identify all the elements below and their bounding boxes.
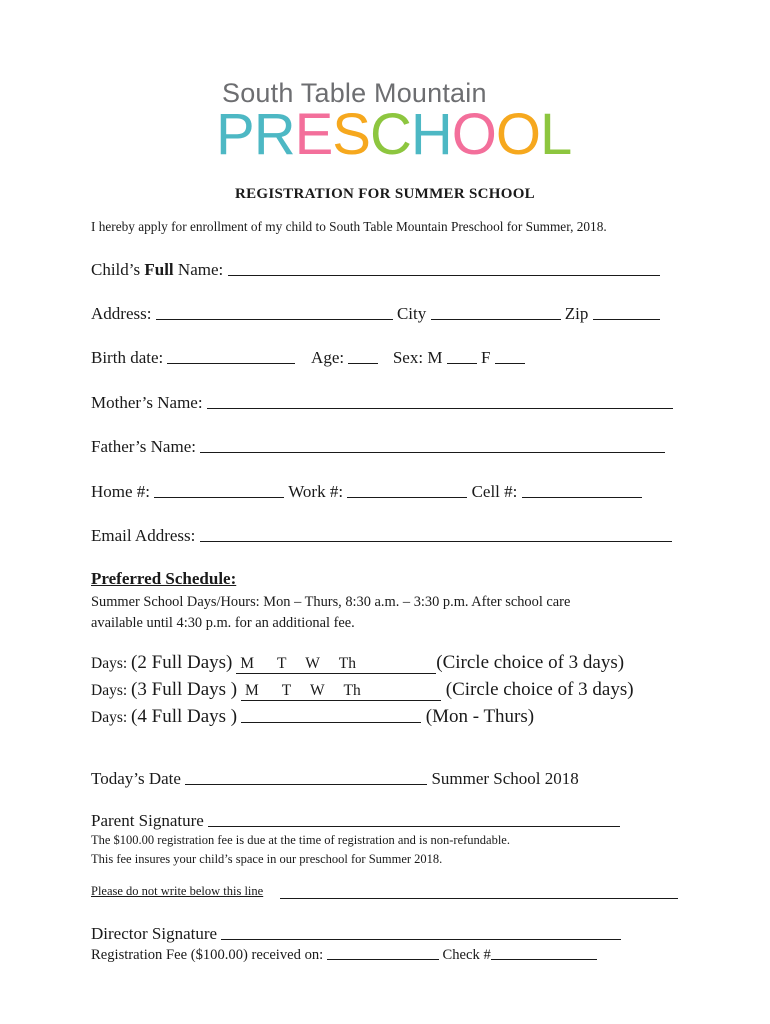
birth-row [91,347,525,368]
option-4-note: (Mon - Thurs) [421,706,535,727]
mother-name-label: Mother’s Name: [91,393,203,412]
todays-date-row [91,768,579,789]
director-signature-field[interactable] [221,923,621,940]
intro-text: I hereby apply for enrollment of my child to South Table Mountain Preschool for Summer, 2018. [91,219,607,234]
cell-phone-label: Cell #: [471,482,518,501]
child-name-row [91,259,660,280]
option-4-field[interactable] [241,706,421,723]
father-name-label: Father’s Name: [91,437,196,456]
parent-signature-row [91,810,620,831]
child-name-label-a: Child’s [91,260,145,279]
email-label: Email Address: [91,526,196,545]
parent-signature-label: Parent Signature [91,811,204,830]
email-row [91,525,672,546]
option-2-full-days: (2 Full Days) [131,652,233,673]
days-label: Days: [91,655,128,672]
birth-date-label: Birth date: [91,348,164,367]
days-option-4 [91,706,534,728]
age-field[interactable] [348,347,378,364]
birth-date-field[interactable] [167,347,295,364]
home-phone-field[interactable] [154,481,284,498]
fee-note-line2: This fee insures your child’s space in our preschool for Summer 2018. [91,852,443,866]
fee-received-date-field[interactable] [327,945,439,960]
cell-phone-field[interactable] [522,481,642,498]
todays-date-field[interactable] [185,768,427,785]
age-label: Age: [311,348,345,367]
logo-letter: P [216,102,254,167]
days-option-2 [91,652,624,674]
address-field[interactable] [156,303,393,320]
email-field[interactable] [200,525,672,542]
registration-fee-label: Registration Fee ($100.00) received on: [91,947,324,963]
address-label: Address: [91,304,152,323]
logo-letter: O [451,102,496,167]
child-name-field[interactable] [228,259,660,276]
logo-letter: C [369,102,411,167]
option-3-full-days: (3 Full Days ) [131,679,238,700]
do-not-write-note: Please do not write below this line [91,884,264,898]
sex-f-label: F [480,348,491,367]
option-2-day-choices[interactable]: M T W Th [236,655,436,674]
logo-preschool [216,102,572,167]
option-3-day-choices[interactable]: M T W Th [241,682,441,701]
work-phone-label: Work #: [288,482,344,501]
registration-fee-row [91,945,597,964]
city-label: City [396,304,427,323]
check-number-field[interactable] [491,945,597,960]
logo-letter: H [410,102,452,167]
office-use-divider [280,898,678,899]
schedule-hours-line2: available until 4:30 p.m. for an additional fee. [91,615,355,631]
mother-name-field[interactable] [207,392,673,409]
schedule-hours-line1: Summer School Days/Hours: Mon – Thurs, 8:30 a.m. – 3:30 p.m. After school care [91,594,571,610]
sex-f-field[interactable] [495,347,525,364]
child-name-label-bold: Full [144,260,174,279]
child-name-label-b: Name: [173,260,224,279]
preferred-schedule-heading: Preferred Schedule: [91,569,237,588]
sex-label: Sex: M [392,348,443,367]
zip-label: Zip [564,304,589,323]
form-title: REGISTRATION FOR SUMMER SCHOOL [234,186,535,202]
city-field[interactable] [431,303,561,320]
logo-line-south-table-mountain: South Table Mountain [222,78,487,108]
option-2-note: (Circle choice of 3 days) [436,652,625,673]
logo-letter: O [495,102,540,167]
fee-note-line1: The $100.00 registration fee is due at the time of registration and is non-refundable. [91,833,510,847]
phone-row [91,481,642,502]
option-4-full-days: (4 Full Days ) [131,706,238,727]
address-row [91,303,660,324]
days-option-3 [91,679,634,701]
logo-letter: E [294,102,333,167]
director-signature-label: Director Signature [91,924,218,943]
mother-row [91,392,673,413]
summer-school-label: Summer School 2018 [431,769,579,788]
father-name-field[interactable] [200,436,665,453]
days-label: Days: [91,682,128,699]
logo-letter: S [332,102,370,167]
option-3-note: (Circle choice of 3 days) [441,679,634,700]
parent-signature-field[interactable] [208,810,620,827]
home-phone-label: Home #: [91,482,151,501]
director-signature-row [91,923,621,944]
check-number-label: Check # [442,947,491,963]
sex-m-field[interactable] [447,347,477,364]
father-row [91,436,665,457]
days-label: Days: [91,709,128,726]
todays-date-label: Today’s Date [91,769,181,788]
zip-field[interactable] [593,303,660,320]
work-phone-field[interactable] [347,481,467,498]
logo-letter: R [253,102,295,167]
logo-letter: L [539,102,572,167]
